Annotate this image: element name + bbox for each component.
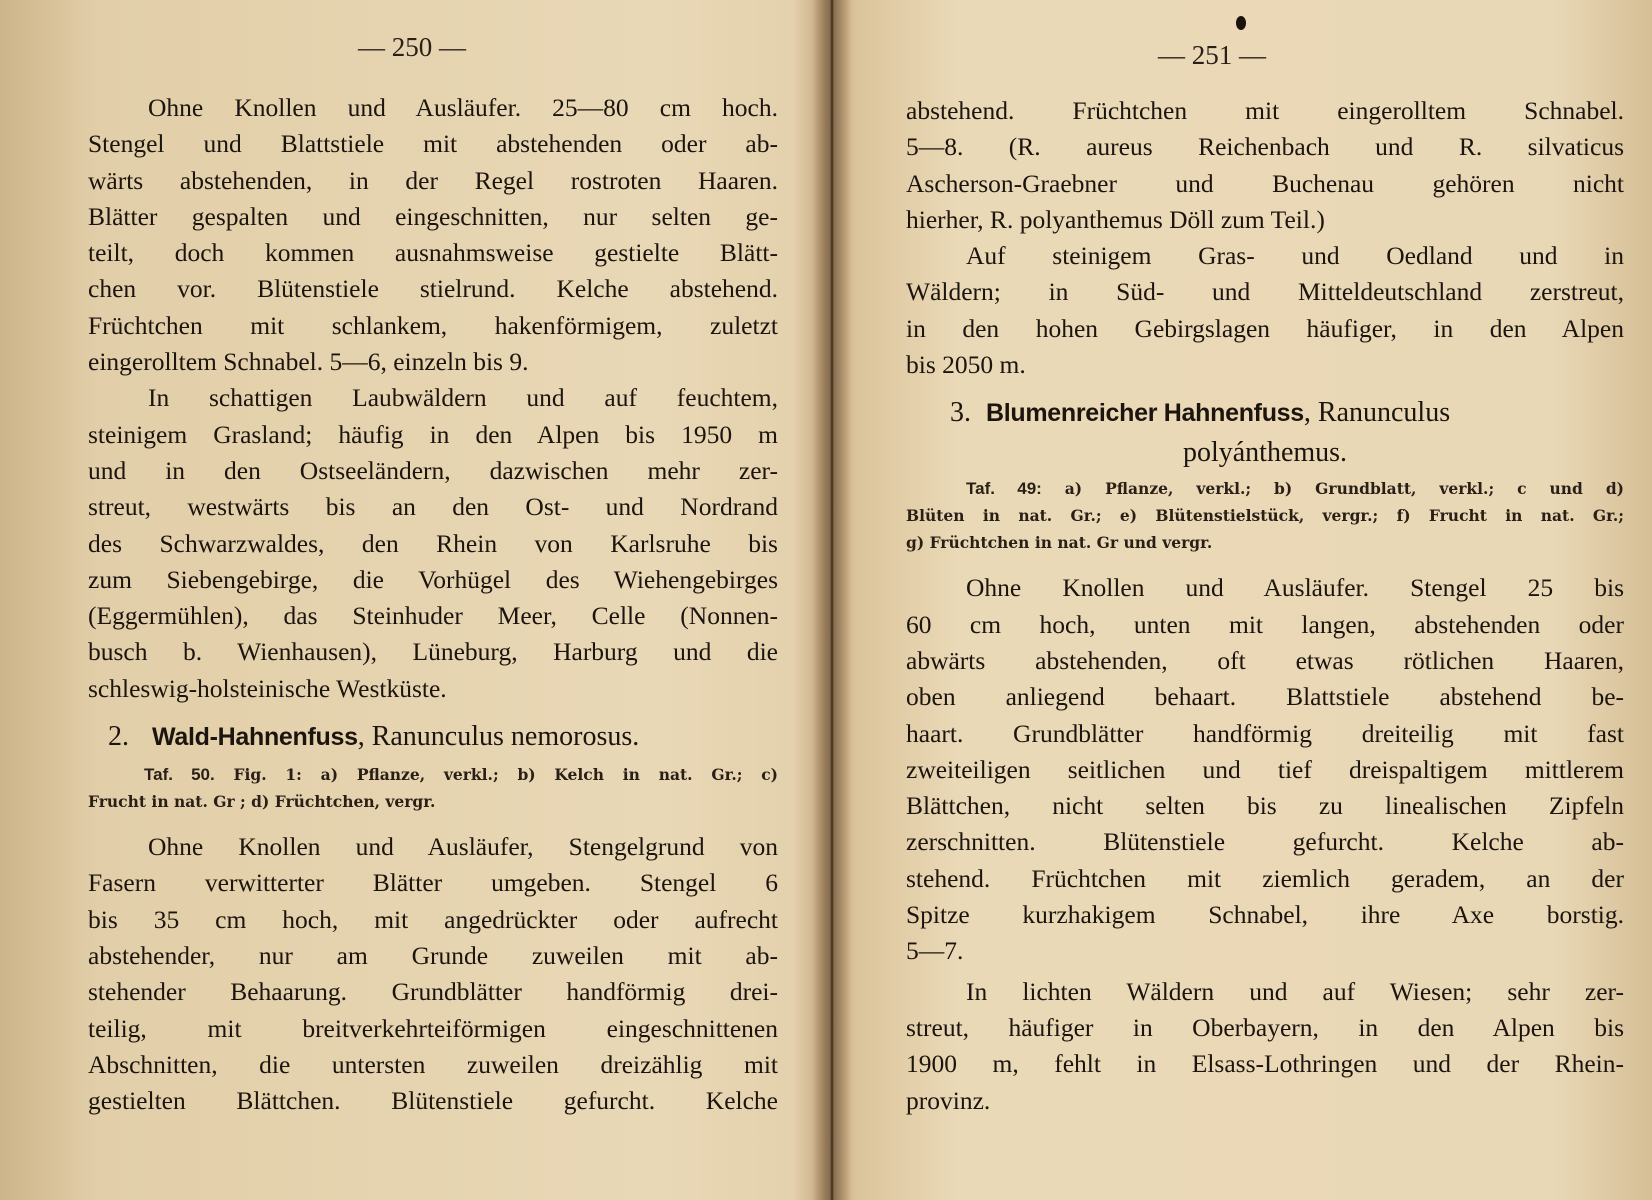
species-heading-2: [88, 717, 778, 757]
text-line: In schattigen Laubwäldern und auf feuchtem,: [148, 383, 778, 413]
heading-number: 2.: [108, 721, 129, 753]
text-line: teilig, mit breitverkehrteiförmigen eingeschnittenen: [88, 1013, 778, 1043]
text-line: 60 cm hoch, unten mit langen, abstehenden oder: [906, 609, 1624, 639]
left-paragraph-1: [88, 90, 778, 380]
text-line: zweiteiligen seitlichen und tief dreispaltigem mittlerem: [906, 754, 1624, 784]
text-line: stehender Behaarung. Grundblätter handförmig drei-: [88, 977, 778, 1007]
left-page-number: — 250 —: [358, 32, 466, 62]
text-line: des Schwarzwaldes, den Rhein von Karlsruhe bis: [88, 528, 778, 558]
text-line: hierher, R. polyanthemus Döll zum Teil.): [906, 204, 1325, 234]
right-page-body: [906, 93, 1624, 1119]
plate-reference-49: [906, 475, 1624, 556]
plate-text: Fig. 1: a) Pflanze, verkl.; b) Kelch in nat. Gr.; c): [233, 765, 778, 785]
text-line: Auf steinigem Gras- und Oedland und in: [966, 241, 1624, 271]
text-line: 1900 m, fehlt in Elsass-Lothringen und der Rhein-: [906, 1049, 1624, 1079]
text-line: 5—8. (R. aureus Reichenbach und R. silvaticus: [906, 132, 1624, 162]
plate-text: a) Pflanze, verkl.; b) Grundblatt, verkl.; c und d): [1064, 479, 1624, 499]
text-line: oben anliegend behaart. Blattstiele abstehend be-: [906, 682, 1624, 712]
heading-german-name: Blumenreicher Hahnenfuss: [986, 399, 1304, 428]
text-line: zum Siebengebirge, die Vorhügel des Wiehengebirges: [88, 564, 778, 594]
text-line: Stengel und Blattstiele mit abstehenden oder ab-: [88, 129, 778, 159]
text-line: abstehender, nur am Grunde zuweilen mit ab-: [88, 940, 778, 970]
text-line: Abschnitten, die untersten zuweilen dreizählig mit: [88, 1049, 778, 1079]
heading-number: 3.: [950, 397, 971, 429]
text-line: abwärts abstehenden, oft etwas rötlichen Haaren,: [906, 645, 1624, 675]
text-line: streut, häufiger in Oberbayern, in den Alpen bis: [906, 1012, 1624, 1042]
plate-line: Frucht in nat. Gr ; d) Früchtchen, vergr.: [88, 792, 436, 812]
text-line: chen vor. Blütenstiele stielrund. Kelche abstehend.: [88, 274, 778, 304]
text-line: Blätter gespalten und eingeschnitten, nur selten ge-: [88, 201, 778, 231]
right-page: [846, 0, 1652, 1200]
species-heading-3: [906, 393, 1624, 433]
text-line: Ohne Knollen und Ausläufer. Stengel 25 bis: [966, 573, 1624, 603]
right-page-number: — 251 —: [1158, 40, 1266, 70]
heading-german-name: Wald-Hahnenfuss: [152, 723, 358, 752]
text-line: in den hohen Gebirgslagen häufiger, in den Alpen: [906, 313, 1624, 343]
right-paragraph-1: [906, 93, 1624, 238]
text-line: Ohne Knollen und Ausläufer, Stengelgrund von: [148, 832, 778, 862]
plate-line: [906, 475, 1624, 502]
text-line: Ohne Knollen und Ausläufer. 25—80 cm hoch.: [148, 93, 778, 122]
heading-latin-name: , Ranunculus nemorosus.: [357, 721, 640, 753]
plate-line: g) Früchtchen in nat. Gr und vergr.: [906, 533, 1213, 553]
text-line: schleswig-holsteinische Westküste.: [88, 673, 447, 703]
text-line: teilt, doch kommen ausnahmsweise gestielte Blätt-: [88, 238, 778, 268]
text-line: (Eggermühlen), das Steinhuder Meer, Celle (Nonnen-: [88, 601, 778, 631]
left-page-body: [88, 90, 778, 1119]
right-paragraph-2: [906, 238, 1624, 383]
text-line: streut, westwärts bis an den Ost- und Nordrand: [88, 492, 778, 522]
text-line: stehend. Früchtchen mit ziemlich geradem, an der: [906, 863, 1624, 893]
text-line: Wäldern; in Süd- und Mitteldeutschland zerstreut,: [906, 277, 1624, 307]
text-line: steinigem Grasland; häufig in den Alpen bis 1950 m: [88, 419, 778, 449]
text-line: bis 35 cm hoch, mit angedrückter oder aufrecht: [88, 904, 778, 934]
text-line: In lichten Wäldern und auf Wiesen; sehr zer-: [966, 976, 1624, 1006]
plate-line: Blüten in nat. Gr.; e) Blütenstielstück, vergr.; f) Frucht in nat. Gr.;: [906, 506, 1624, 526]
heading-latin-continued: polyánthemus.: [1182, 437, 1348, 469]
text-line: haart. Grundblätter handförmig dreiteilig mit fast: [906, 718, 1624, 748]
text-line: Blättchen, nicht selten bis zu linealischen Zipfeln: [906, 791, 1624, 821]
text-line: Spitze kurzhakigem Schnabel, ihre Axe borstig.: [906, 900, 1624, 930]
heading-latin-name: , Ranunculus: [1303, 397, 1451, 429]
ink-speck: [1236, 16, 1246, 30]
text-line: abstehend. Früchtchen mit eingerolltem Schnabel.: [906, 96, 1624, 125]
text-line: und in den Ostseeländern, dazwischen mehr zer-: [88, 455, 778, 485]
text-line: Fasern verwitterter Blätter umgeben. Stengel 6: [88, 868, 778, 898]
text-line: busch b. Wienhausen), Lüneburg, Harburg und die: [88, 637, 778, 667]
text-line: eingerolltem Schnabel. 5—6, einzeln bis 9.: [88, 347, 529, 377]
text-line: bis 2050 m.: [906, 350, 1026, 380]
plate-line: [88, 761, 778, 788]
left-page: [0, 0, 820, 1200]
plate-label: Taf. 50.: [144, 765, 215, 785]
text-line: wärts abstehenden, in der Regel rostroten Haaren.: [88, 165, 778, 195]
plate-reference-50: [88, 761, 778, 815]
text-line: 5—7.: [906, 936, 964, 966]
text-line: zerschnitten. Blütenstiele gefurcht. Kelche ab-: [906, 827, 1624, 857]
text-line: Ascherson-Graebner und Buchenau gehören nicht: [906, 168, 1624, 198]
text-line: Früchtchen mit schlankem, hakenförmigem, zuletzt: [88, 310, 778, 340]
right-paragraph-3: [906, 570, 1624, 969]
right-paragraph-4: [906, 974, 1624, 1119]
text-line: provinz.: [906, 1085, 991, 1115]
left-paragraph-2: [88, 380, 778, 707]
plate-label: Taf. 49:: [966, 479, 1042, 499]
text-line: gestielten Blättchen. Blütenstiele gefurcht. Kelche: [88, 1086, 778, 1116]
left-paragraph-3: [88, 829, 778, 1119]
